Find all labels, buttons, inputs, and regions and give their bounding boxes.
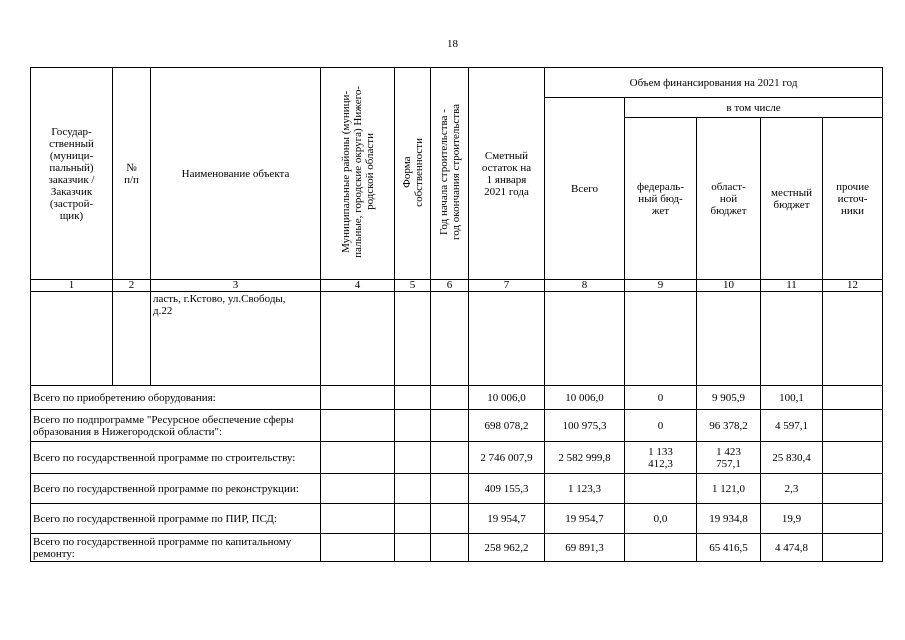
summary-col12 [823,534,883,562]
header-municipal-line3: родской области [363,133,376,211]
summary-col9: 1 133 412,3 [625,442,697,474]
header-ownership-line1: Форма [400,156,413,188]
summary-col9 [625,534,697,562]
header-municipal-line2: пальные, городские округа) Нижего- [351,86,364,258]
header-funding-group: Объем финансирования на 2021 год [545,68,883,98]
summary-col7: 19 954,7 [469,504,545,534]
summary-col12 [823,504,883,534]
column-number: 1 [31,280,113,292]
header-total: Всего [545,98,625,280]
summary-row [31,504,883,534]
summary-col7: 409 155,3 [469,474,545,504]
financing-table [30,67,883,562]
summary-col12 [823,386,883,410]
header-including: в том числе [625,98,883,118]
header-estimated-balance: Сметный остаток на 1 января 2021 года [469,68,545,280]
column-number: 10 [697,280,761,292]
summary-col11: 25 830,4 [761,442,823,474]
summary-col7: 698 078,2 [469,410,545,442]
header-municipal-districts [321,68,395,280]
column-numbers-row [31,280,883,292]
summary-col10: 9 905,9 [697,386,761,410]
summary-col7: 10 006,0 [469,386,545,410]
column-number: 12 [823,280,883,292]
summary-row [31,442,883,474]
header-object-name: Наименование объекта [151,68,321,280]
summary-row [31,534,883,562]
header-regional-budget: област- ной бюджет [697,118,761,280]
summary-col8: 10 006,0 [545,386,625,410]
summary-label: Всего по государственной программе по строительству: [31,442,321,474]
header-ownership-form [395,68,431,280]
summary-row [31,386,883,410]
summary-col11: 4 597,1 [761,410,823,442]
summary-label: Всего по государственной программе по реконструкции: [31,474,321,504]
summary-col8: 1 123,3 [545,474,625,504]
summary-col9: 0,0 [625,504,697,534]
summary-col12 [823,442,883,474]
summary-col9: 0 [625,410,697,442]
summary-col12 [823,474,883,504]
header-row-number: № п/п [113,68,151,280]
summary-col10: 65 416,5 [697,534,761,562]
summary-col7: 2 746 007,9 [469,442,545,474]
page-number: 18 [447,38,458,50]
summary-col10: 1 423 757,1 [697,442,761,474]
object-name-continuation: ласть, г.Кстово, ул.Свободы, д.22 [151,292,321,386]
summary-col11: 100,1 [761,386,823,410]
column-number: 8 [545,280,625,292]
column-number: 5 [395,280,431,292]
summary-col8: 69 891,3 [545,534,625,562]
summary-col11: 4 474,8 [761,534,823,562]
header-ownership-line2: собственности [412,137,425,207]
header-years-line1: Год начала строительства - [437,109,450,235]
header-local-budget: местный бюджет [761,118,823,280]
summary-label: Всего по государственной программе по ПИР, ПСД: [31,504,321,534]
summary-col12 [823,410,883,442]
summary-row [31,410,883,442]
summary-col8: 100 975,3 [545,410,625,442]
summary-label: Всего по приобретению оборудования: [31,386,321,410]
column-number: 9 [625,280,697,292]
summary-row [31,474,883,504]
column-number: 4 [321,280,395,292]
summary-label: Всего по государственной программе по капитальному ремонту: [31,534,321,562]
header-customer: Государ- ственный (муници- пальный) заказчик / Заказчик (застрой- щик) [31,68,113,280]
header-years-line2: год окончания строительства [449,104,462,240]
header-construction-years [431,68,469,280]
summary-col10: 1 121,0 [697,474,761,504]
summary-label: Всего по подпрограмме "Ресурсное обеспечение сферы образования в Нижегородской области": [31,410,321,442]
continuation-row [31,292,883,386]
summary-col11: 2,3 [761,474,823,504]
column-number: 11 [761,280,823,292]
summary-col7: 258 962,2 [469,534,545,562]
header-other-sources: прочие источ- ники [823,118,883,280]
summary-col10: 96 378,2 [697,410,761,442]
summary-col10: 19 934,8 [697,504,761,534]
summary-col9: 0 [625,386,697,410]
column-number: 2 [113,280,151,292]
header-municipal-line1: Муниципальные районы (муници- [339,91,352,253]
summary-col8: 19 954,7 [545,504,625,534]
summary-col8: 2 582 999,8 [545,442,625,474]
summary-col11: 19,9 [761,504,823,534]
column-number: 3 [151,280,321,292]
summary-col9 [625,474,697,504]
header-federal-budget: федераль- ный бюд- жет [625,118,697,280]
column-number: 6 [431,280,469,292]
column-number: 7 [469,280,545,292]
